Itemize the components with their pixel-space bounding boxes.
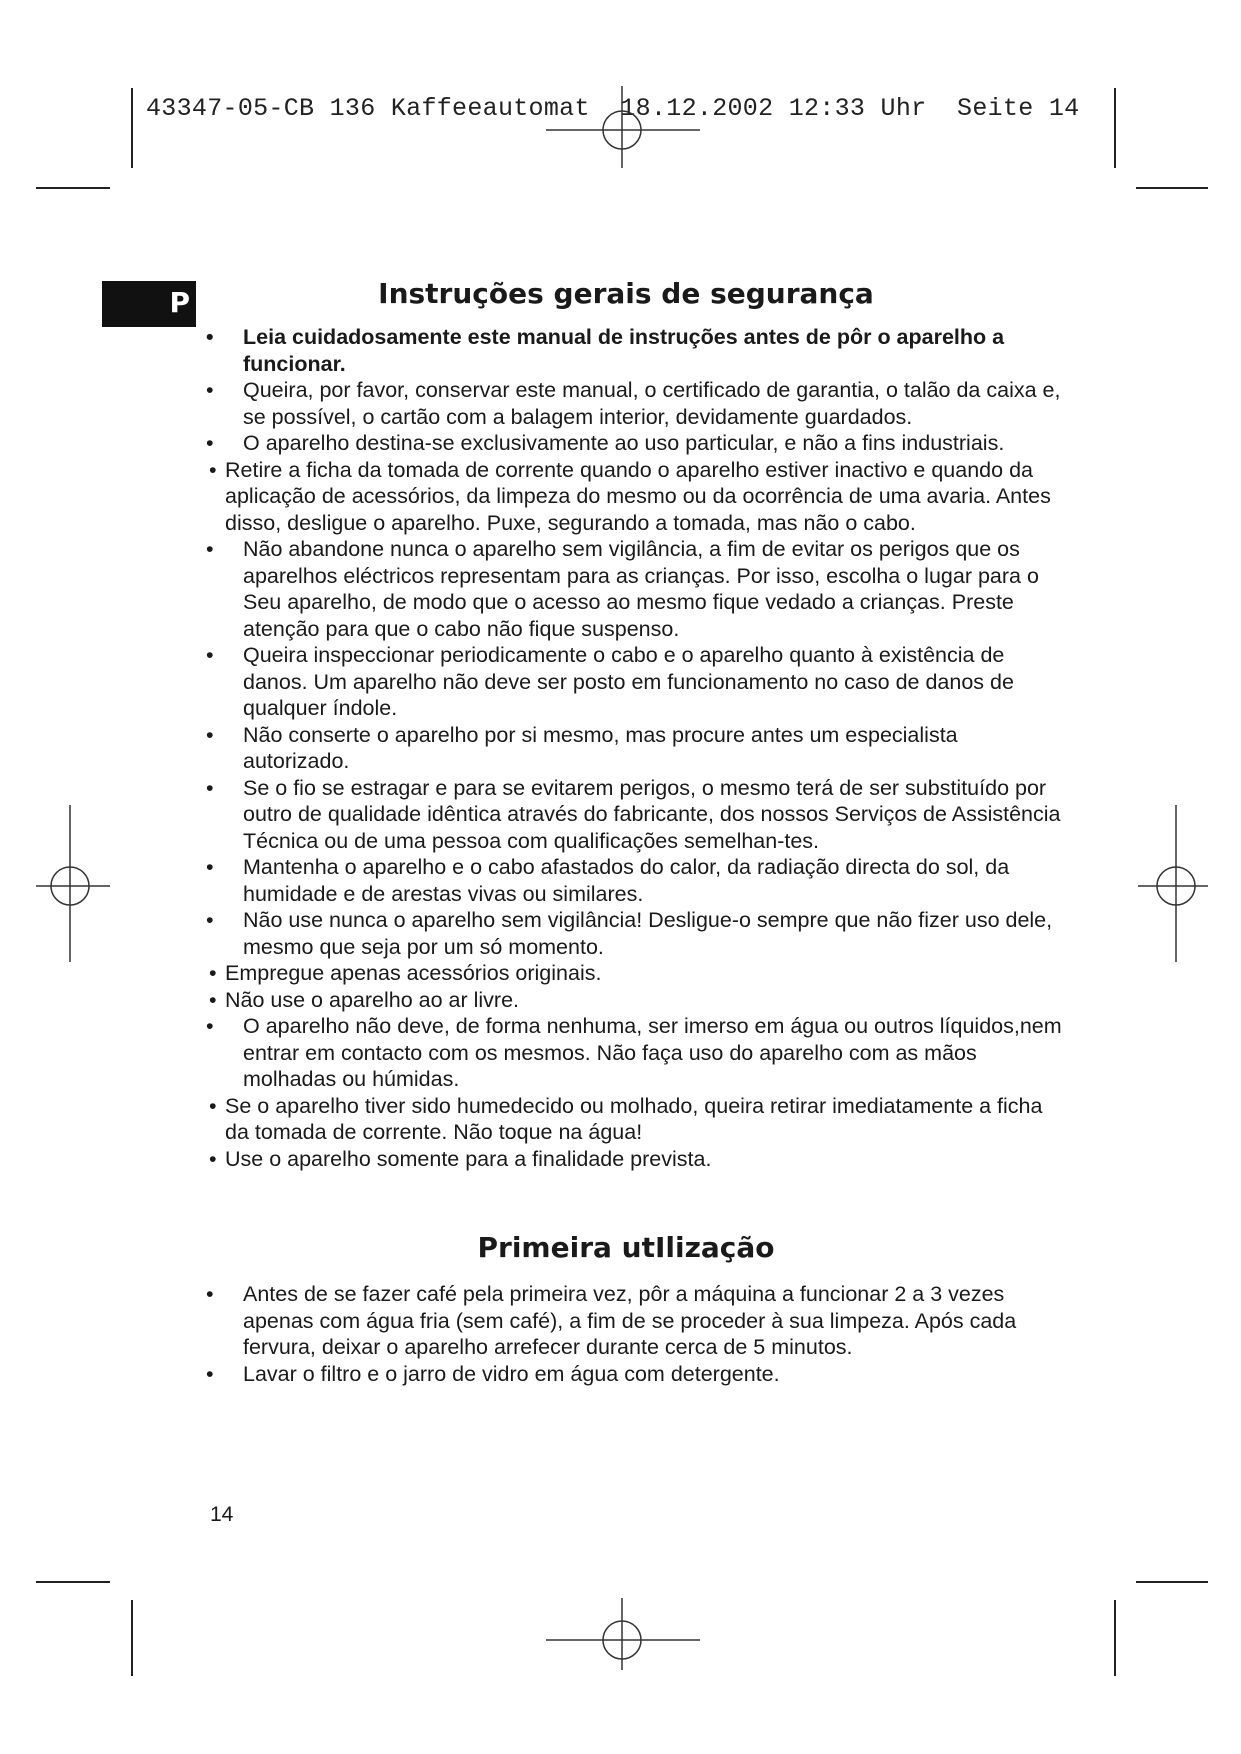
list-item: • Leia cuidadosamente este manual de instruções antes de pôr o aparelho a funcionar. <box>206 324 1066 377</box>
list-item: • Mantenha o aparelho e o cabo afastados do calor, da radiação directa do sol, da humidade e de arestas vivas ou similares. <box>206 854 1066 907</box>
list-item: • O aparelho não deve, de forma nenhuma, ser imerso em água ou outros líquidos,nem entrar em contacto com os mesmos. Não faça uso do aparelho com as mãos molhadas ou húmidas. <box>206 1013 1066 1093</box>
list-item: • Lavar o filtro e o jarro de vidro em água com detergente. <box>206 1361 1066 1388</box>
list-item: • Não abandone nunca o aparelho sem vigilância, a fim de evitar os perigos que os aparelhos eléctricos representam para as crianças. Por isso, escolha o lugar para o Seu aparelho, de modo que o acesso ao mesmo fique vedado a crianças. Preste atenção para que o cabo não fique suspenso. <box>206 536 1066 642</box>
safety-heading: Instruções gerais de segurança <box>378 277 874 310</box>
list-item: • O aparelho destina-se exclusivamente ao uso particular, e não a fins industriais. <box>206 430 1066 457</box>
list-item: • Queira, por favor, conservar este manual, o certificado de garantia, o talão da caixa e, se possível, o cartão com a balagem interior, devidamente guardados. <box>206 377 1066 430</box>
first-use-heading: Primeira utIlização <box>477 1231 775 1264</box>
language-tab-label: P <box>169 286 190 319</box>
list-item: • Retire a ficha da tomada de corrente quando o aparelho estiver inactivo e quando da aplicação de acessórios, da limpeza do mesmo ou da ocorrência de uma avaria. Antes disso, desligue o aparelho. Puxe, segurando a tomada, mas não o cabo. <box>206 457 1066 537</box>
list-item: • Empregue apenas acessórios originais. <box>206 960 1066 987</box>
page-number: 14 <box>210 1503 234 1526</box>
first-use-list <box>206 1281 1066 1387</box>
list-item: • Não use o aparelho ao ar livre. <box>206 987 1066 1014</box>
print-header: 43347-05-CB 136 Kaffeeautomat 18.12.2002 12:33 Uhr Seite 14 <box>146 94 1080 123</box>
list-item: • Não conserte o aparelho por si mesmo, mas procure antes um especialista autorizado. <box>206 722 1066 775</box>
safety-list <box>206 324 1066 1172</box>
list-item: • Queira inspeccionar periodicamente o cabo e o aparelho quanto à existência de danos. Um aparelho não deve ser posto em funcionamento no caso de danos de qualquer índole. <box>206 642 1066 722</box>
language-tab <box>102 281 196 327</box>
list-item: • Não use nunca o aparelho sem vigilância! Desligue-o sempre que não fizer uso dele, mesmo que seja por um só momento. <box>206 907 1066 960</box>
registration-mark-left <box>36 805 110 962</box>
registration-mark-right <box>1138 805 1208 962</box>
list-item: • Se o fio se estragar e para se evitarem perigos, o mesmo terá de ser substituído por outro de qualidade idêntica através do fabricante, dos nossos Serviços de Assistência Técnica ou de uma pessoa com qualificações semelhan-tes. <box>206 775 1066 855</box>
registration-mark-bottom <box>546 1598 700 1670</box>
list-item: • Use o aparelho somente para a finalidade prevista. <box>206 1146 1066 1173</box>
list-item: • Se o aparelho tiver sido humedecido ou molhado, queira retirar imediatamente a ficha da tomada de corrente. Não toque na água! <box>206 1093 1066 1146</box>
list-item: • Antes de se fazer café pela primeira vez, pôr a máquina a funcionar 2 a 3 vezes apenas com água fria (sem café), a fim de se proceder à sua limpeza. Após cada fervura, deixar o aparelho arrefecer durante cerca de 5 minutos. <box>206 1281 1066 1361</box>
